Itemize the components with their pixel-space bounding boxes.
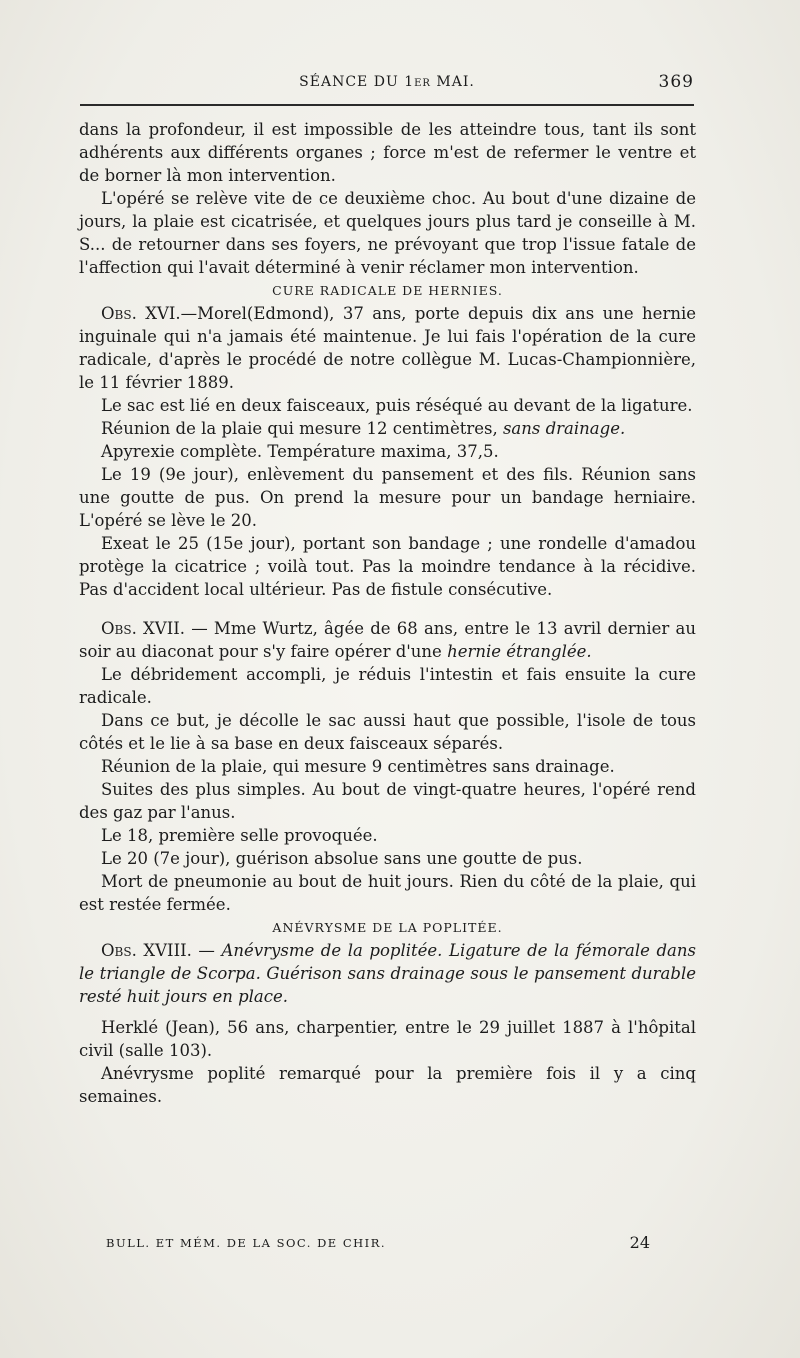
body-text (79, 118, 696, 1108)
observation-label: Obs. XVIII. (101, 941, 192, 960)
paragraph: Dans ce but, je décolle le sac aussi haut que possible, l'isole de tous côtés et le lie à sa base en deux faisceaux séparés. (79, 711, 696, 753)
paragraph: Le sac est lié en deux faisceaux, puis réséqué au devant de la ligature. (101, 396, 693, 415)
paragraph: Herklé (Jean), 56 ans, charpentier, entre le 29 juillet 1887 à l'hôpital civil (salle 103). (79, 1018, 696, 1060)
running-header (80, 72, 694, 100)
header-title: SÉANCE DU 1er MAI. (299, 74, 475, 90)
paragraph: dans la profondeur, il est impossible de les atteindre tous, tant ils sont adhérents aux différents organes ; force m'est de refermer le ventre et de borner là mon intervention. (79, 120, 696, 185)
journal-signature: BULL. ET MÉM. DE LA SOC. DE CHIR. (106, 1236, 387, 1250)
observation-paragraph (79, 617, 696, 663)
observation-paragraph (79, 939, 696, 1008)
paragraph: Mort de pneumonie au bout de huit jours. Rien du côté de la plaie, qui est restée fermée. (79, 872, 696, 914)
paragraph: Exeat le 25 (15e jour), portant son bandage ; une rondelle d'amadou protège la cicatrice ; voilà tout. Pas la moindre tendance à la récidive. Pas d'accident local ultérieur. Pas de fistule consécutive. (79, 534, 696, 599)
paragraph: Suites des plus simples. Au bout de vingt-quatre heures, l'opéré rend des gaz par l'anus. (79, 780, 696, 822)
paragraph: Le 20 (7e jour), guérison absolue sans une goutte de pus. (101, 849, 583, 868)
paragraph: Le 19 (9e jour), enlèvement du pansement et des fils. Réunion sans une goutte de pus. On prend la mesure pour un bandage herniaire. L'opéré se lève le 20. (79, 465, 696, 530)
page-number: 369 (658, 72, 694, 92)
paragraph: Réunion de la plaie, qui mesure 9 centimètres sans drainage. (101, 757, 615, 776)
header-rule (80, 104, 694, 106)
dash: — (191, 941, 222, 960)
italic-title: Anévrysme de la poplitée. Ligature de la fémorale dans le triangle de Scorpa. Guérison sans drainage sous le pansement durable resté huit jours en place. (79, 941, 696, 1006)
observation-label: Obs. XVII. (101, 619, 185, 638)
signature-number: 24 (629, 1233, 650, 1252)
section-heading: ANÉVRYSME DE LA POPLITÉE. (272, 920, 503, 935)
observation-paragraph (79, 302, 696, 394)
observation-text: — Mme Wurtz, âgée de 68 ans, entre le 13 avril dernier au soir au diaconat pour s'y faire opérer d'une (79, 619, 697, 661)
paragraph (79, 417, 696, 440)
footer (106, 1233, 650, 1252)
paragraph: Anévrysme poplité remarqué pour la première fois il y a cinq semaines. (79, 1064, 696, 1106)
spacer (79, 601, 696, 617)
italic-span: hernie étranglée. (447, 642, 592, 661)
paragraph: L'opéré se relève vite de ce deuxième choc. Au bout d'une dizaine de jours, la plaie est cicatrisée, et quelques jours plus tard je conseille à M. S... de retourner dans ses foyers, ne prévoyant que trop l'issue fatale de l'affection qui l'avait déterminé à venir réclamer mon intervention. (79, 189, 696, 277)
paragraph: Le débridement accompli, je réduis l'intestin et fais ensuite la cure radicale. (79, 665, 696, 707)
text-span: Réunion de la plaie qui mesure 12 centimètres, (101, 419, 503, 438)
paragraph: Le 18, première selle provoquée. (101, 826, 378, 845)
spacer (79, 1008, 696, 1016)
section-heading: CURE RADICALE DE HERNIES. (272, 283, 503, 298)
italic-span: sans drainage. (502, 419, 626, 438)
paragraph: Apyrexie complète. Température maxima, 37,5. (101, 442, 499, 461)
observation-text: —Morel(Edmond), 37 ans, porte depuis dix ans une hernie inguinale qui n'a jamais été maintenue. Je lui fais l'opération de la cure radicale, d'après le procédé de notre collègue M. Lucas-Championnière, le 11 février 1889. (79, 304, 696, 392)
observation-label: Obs. XVI. (101, 304, 181, 323)
